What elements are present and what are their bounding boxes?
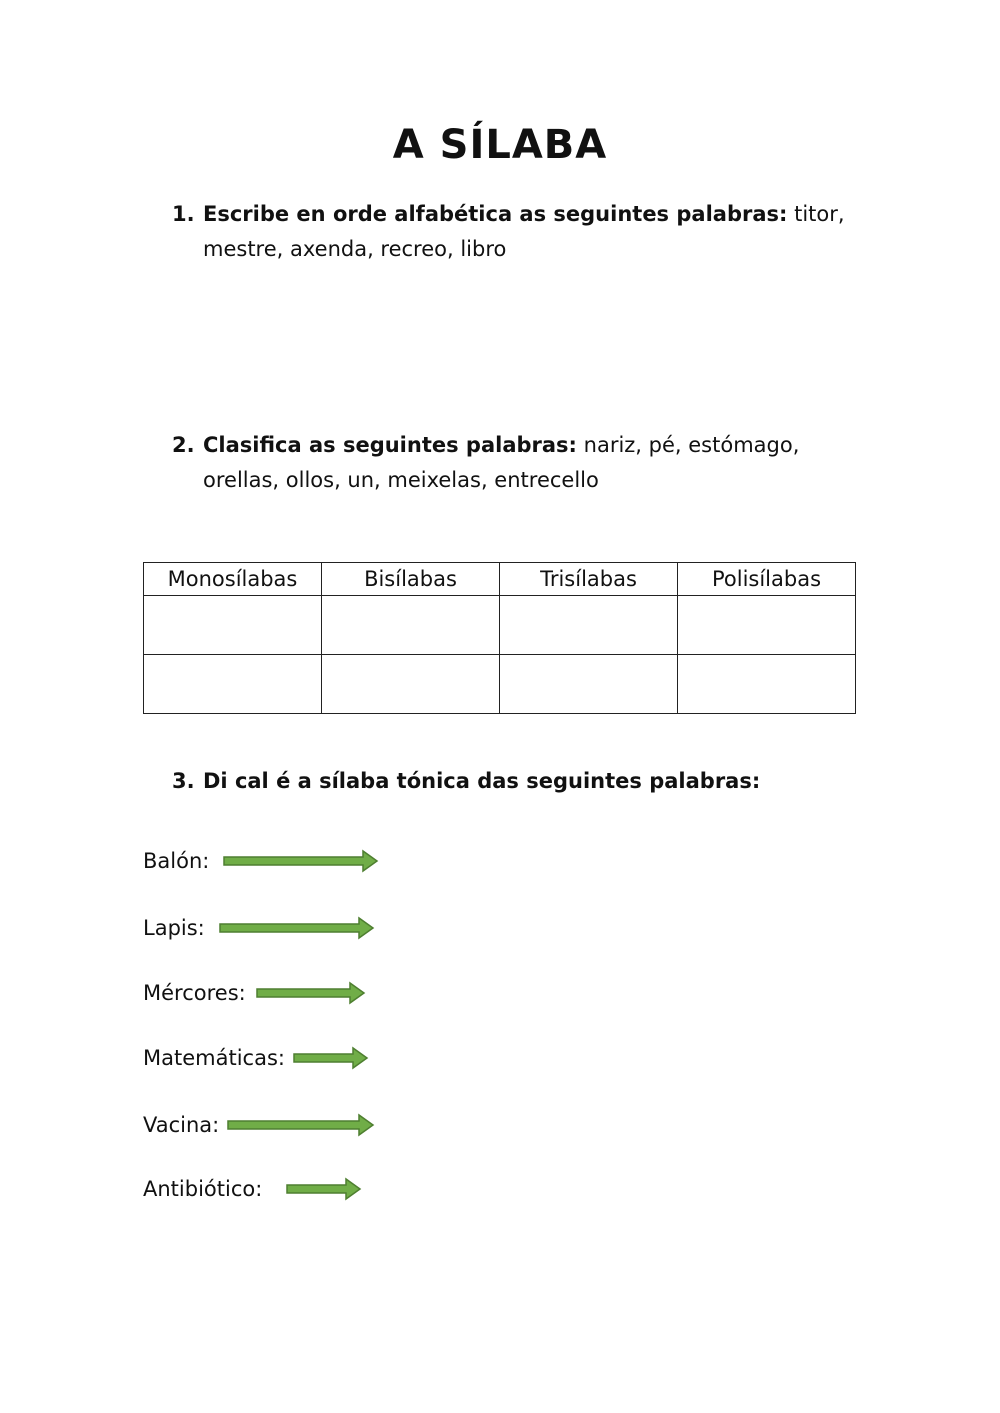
answer-cell[interactable]: [144, 596, 322, 655]
question-3: [172, 764, 852, 799]
right-arrow-icon: [256, 981, 366, 1005]
right-arrow-icon: [293, 1046, 369, 1070]
answer-cell[interactable]: [144, 655, 322, 714]
question-2: [172, 428, 852, 498]
right-arrow-icon: [286, 1177, 362, 1201]
tonic-word-row: [143, 1110, 375, 1140]
answer-cell[interactable]: [678, 596, 856, 655]
tonic-word-row: [143, 1174, 362, 1204]
answer-cell[interactable]: [678, 655, 856, 714]
word-label: Vacina:: [143, 1113, 220, 1137]
answer-cell[interactable]: [322, 655, 500, 714]
question-words: nariz, pé, estómago, orellas, ollos, un, meixelas, entrecello: [203, 433, 800, 492]
table-row: [144, 596, 856, 655]
header-trisilabas: Trisílabas: [500, 563, 678, 596]
header-bisilabas: Bisílabas: [322, 563, 500, 596]
tonic-word-row: [143, 846, 379, 876]
question-text: [203, 197, 852, 267]
right-arrow-icon: [223, 849, 379, 873]
word-label: Matemáticas:: [143, 1046, 285, 1070]
table-row: [144, 655, 856, 714]
question-words: titor, mestre, axenda, recreo, libro: [203, 202, 845, 261]
tonic-word-row: [143, 978, 366, 1008]
page-title: A SÍLABA: [392, 122, 608, 168]
header-monosilabas: Monosílabas: [144, 563, 322, 596]
question-number: 3.: [172, 769, 195, 793]
right-arrow-icon: [227, 1113, 375, 1137]
classification-table: [143, 562, 856, 714]
question-number: 2.: [172, 433, 195, 457]
question-number: 1.: [172, 202, 195, 226]
table-header-row: [144, 563, 856, 596]
question-prompt: Di cal é a sílaba tónica das seguintes palabras:: [203, 769, 761, 793]
answer-cell[interactable]: [322, 596, 500, 655]
word-label: Balón:: [143, 849, 210, 873]
question-text: [203, 764, 852, 799]
question-text: [203, 428, 852, 498]
tonic-word-row: [143, 913, 375, 943]
answer-cell[interactable]: [500, 655, 678, 714]
header-polisilabas: Polisílabas: [678, 563, 856, 596]
right-arrow-icon: [219, 916, 375, 940]
answer-cell[interactable]: [500, 596, 678, 655]
question-1: [172, 197, 852, 267]
word-label: Antibiótico:: [143, 1177, 263, 1201]
question-prompt: Clasifica as seguintes palabras:: [203, 433, 577, 457]
word-label: Lapis:: [143, 916, 205, 940]
question-prompt: Escribe en orde alfabética as seguintes palabras:: [203, 202, 788, 226]
word-label: Mércores:: [143, 981, 246, 1005]
tonic-word-row: [143, 1043, 369, 1073]
